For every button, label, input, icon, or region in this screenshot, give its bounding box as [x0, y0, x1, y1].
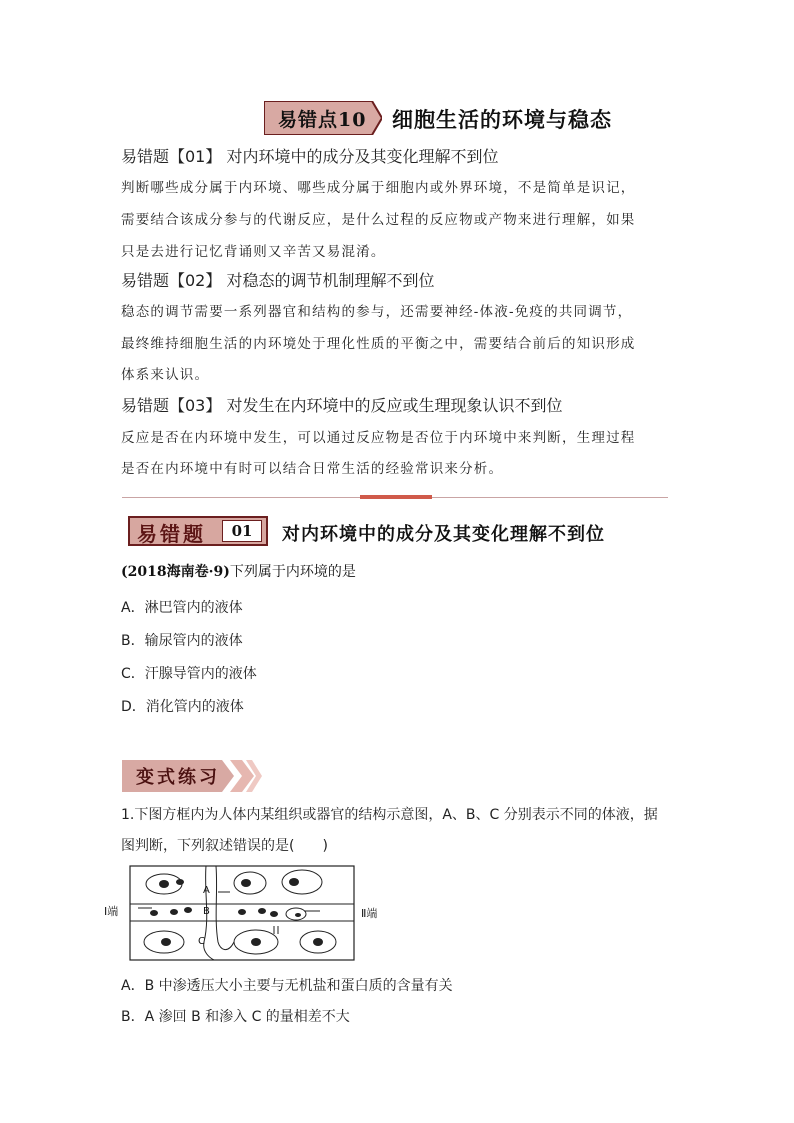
- mistake-03-line-2: 是否在内环境中有时可以结合日常生活的经验常识来分析。: [121, 461, 504, 477]
- exercise-label: 变式练习: [136, 767, 220, 788]
- diagram-label-b: B: [203, 906, 210, 917]
- diagram-right-end-label: Ⅱ端: [361, 907, 378, 920]
- diagram-label-a: A: [203, 885, 210, 896]
- exercise-question-line-2: 图判断，下列叙述错误的是( ): [121, 838, 328, 854]
- exercise-question-line-1: 1.下图方框内为人体内某组织或器官的结构示意图，A、B、C 分别表示不同的体液，据: [121, 807, 658, 823]
- option-d: D．消化管内的液体: [121, 699, 244, 715]
- mistake-01-line-1: 判断哪些成分属于内环境、哪些成分属于细胞内或外界环境，不是简单是识记，: [121, 180, 636, 196]
- mistake-01-line-2: 需要结合该成分参与的代谢反应，是什么过程的反应物或产物来进行理解，如果: [121, 212, 636, 228]
- section-label: 易错题: [137, 522, 206, 546]
- option-a: A．淋巴管内的液体: [121, 600, 243, 616]
- diagram-left-end-label: Ⅰ端: [104, 905, 119, 918]
- mistake-01-heading: 易错题【01】 对内环境中的成分及其变化理解不到位: [121, 147, 499, 166]
- title-badge-text: 易错点10: [278, 109, 367, 131]
- mistake-03-line-1: 反应是否在内环境中发生，可以通过反应物是否位于内环境中来判断，生理过程: [121, 430, 636, 446]
- question-text: 下列属于内环境的是: [229, 564, 356, 580]
- diagram-label-c: C: [198, 936, 205, 947]
- option-c: C．汗腺导管内的液体: [121, 666, 257, 682]
- question-source: (2018海南卷·9): [121, 564, 230, 580]
- mistake-01-line-3: 只是去进行记忆背诵则又辛苦又易混淆。: [121, 244, 386, 260]
- mistake-02-line-1: 稳态的调节需要一系列器官和结构的参与，还需要神经-体液-免疫的共同调节，: [121, 304, 633, 320]
- mistake-03-heading: 易错题【03】 对发生在内环境中的反应或生理现象认识不到位: [121, 396, 563, 415]
- mistake-02-heading: 易错题【02】 对稳态的调节机制理解不到位: [121, 271, 435, 290]
- option-b: B．输尿管内的液体: [121, 633, 243, 649]
- section-number: 01: [222, 520, 262, 542]
- section-title: 对内环境中的成分及其变化理解不到位: [282, 524, 605, 545]
- mistake-02-line-3: 体系来认识。: [121, 367, 210, 383]
- tissue-structure-diagram: [118, 862, 358, 964]
- page-title: 细胞生活的环境与稳态: [392, 107, 612, 132]
- exercise-option-a: A．B 中渗透压大小主要与无机盐和蛋白质的含量有关: [121, 978, 453, 994]
- question-stem: [121, 561, 356, 581]
- exercise-option-b: B．A 渗回 B 和渗入 C 的量相差不大: [121, 1009, 350, 1025]
- mistake-02-line-2: 最终维持细胞生活的内环境处于理化性质的平衡之中，需要结合前后的知识形成: [121, 336, 636, 352]
- divider-accent: [360, 495, 432, 499]
